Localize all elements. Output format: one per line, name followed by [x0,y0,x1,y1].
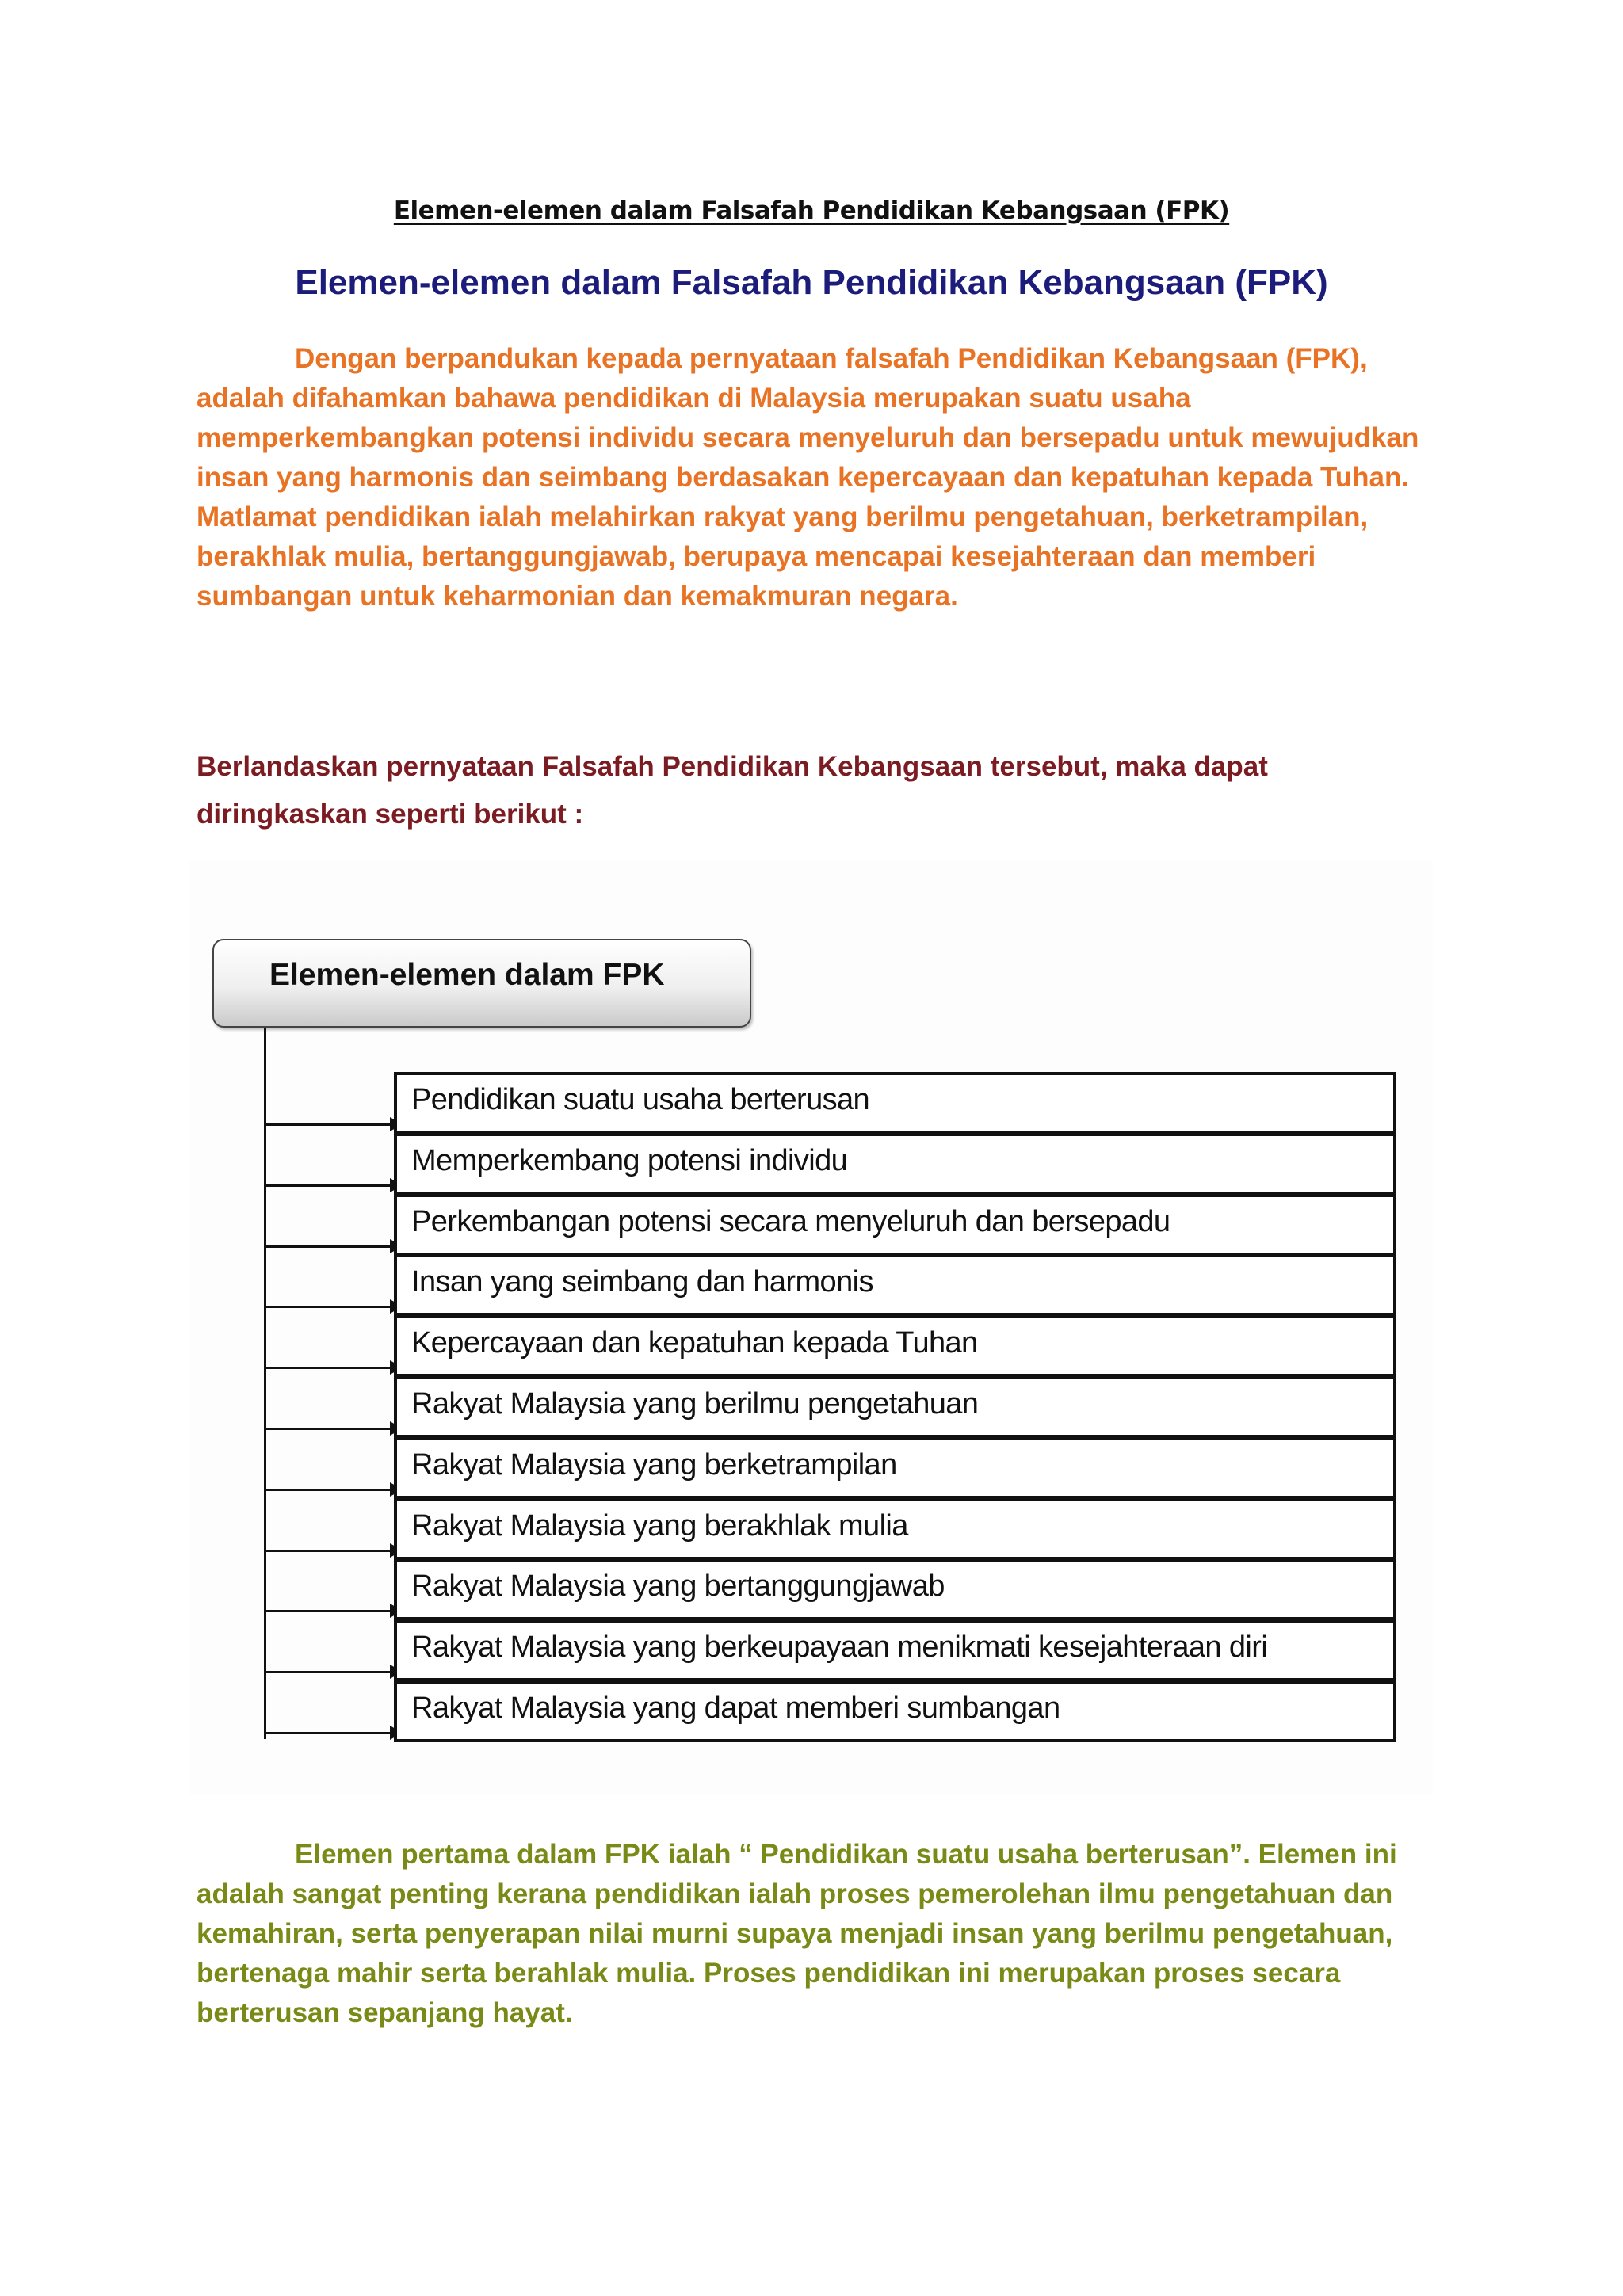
element-label: Rakyat Malaysia yang dapat memberi sumbangan [411,1691,1060,1725]
element-box [394,1315,1396,1377]
diagram-header-box [212,939,751,1028]
element-box [394,1376,1396,1438]
element-label: Pendidikan suatu usaha berterusan [411,1083,870,1116]
element-label: Insan yang seimbang dan harmonis [411,1265,873,1299]
element-box [394,1437,1396,1499]
element-box [394,1254,1396,1316]
arrow-connector [265,1123,391,1126]
element-box [394,1558,1396,1620]
document-header-title: Elemen-elemen dalam Falsafah Pendidikan Kebangsaan (FPK) [393,196,1230,225]
arrow-connector [265,1428,391,1430]
element-label: Perkembangan potensi secara menyeluruh dan bersepadu [411,1205,1170,1238]
page-title: Elemen-elemen dalam Falsafah Pendidikan Kebangsaan (FPK) [295,263,1328,302]
diagram-header-label: Elemen-elemen dalam FPK [269,958,665,992]
arrow-connector [265,1184,391,1187]
arrow-connector [265,1550,391,1552]
element-label: Rakyat Malaysia yang berketrampilan [411,1448,897,1482]
summary-paragraph: Berlandaskan pernyataan Falsafah Pendidikan Kebangsaan tersebut, maka dapat diringkaskan seperti berikut : [197,751,1268,830]
element-box [394,1498,1396,1560]
connector-trunk-line [264,1028,266,1739]
element-label: Kepercayaan dan kepatuhan kepada Tuhan [411,1326,978,1360]
element-box [394,1619,1396,1681]
first-element-paragraph: Elemen pertama dalam FPK ialah “ Pendidikan suatu usaha berterusan”. Elemen ini adalah sangat penting kerana pendidikan ialah proses pemerolehan ilmu pengetahuan dan kemahiran, serta penyerapan nilai murni supaya menjadi insan yang berilmu pengetahuan, bertenaga mahir serta berahlak mulia. Proses pendidikan ini merupakan proses secara berterusan sepanjang hayat. [197,1839,1397,2028]
element-label: Rakyat Malaysia yang berilmu pengetahuan [411,1387,979,1421]
element-box [394,1194,1396,1256]
intro-paragraph: Dengan berpandukan kepada pernyataan falsafah Pendidikan Kebangsaan (FPK), adalah difahamkan bahawa pendidikan di Malaysia merupakan suatu usaha memperkembangkan potensi individu secara menyeluruh dan bersepadu untuk mewujudkan insan yang harmonis dan seimbang berdasakan kepercayaan dan kepatuhan kepada Tuhan. Matlamat pendidikan ialah melahirkan rakyat yang berilmu pengetahuan, berketrampilan, berakhlak mulia, bertanggungjawab, berupaya mencapai kesejahteraan dan memberi sumbangan untuk keharmonian dan kemakmuran negara. [197,343,1419,612]
fpk-elements-diagram [189,860,1433,1794]
element-box [394,1133,1396,1195]
arrow-connector [265,1367,391,1369]
element-label: Rakyat Malaysia yang berakhlak mulia [411,1509,908,1543]
element-list [394,1072,1396,1871]
element-label: Rakyat Malaysia yang berkeupayaan menikmati kesejahteraan diri [411,1630,1268,1664]
arrow-connector [265,1732,391,1734]
element-box [394,1072,1396,1134]
element-box [394,1680,1396,1742]
element-label: Rakyat Malaysia yang bertanggungjawab [411,1569,945,1603]
arrow-connector [265,1306,391,1308]
arrow-connector [265,1489,391,1491]
arrow-connector [265,1671,391,1673]
element-label: Memperkembang potensi individu [411,1144,848,1177]
arrow-connector [265,1245,391,1248]
arrow-connector [265,1610,391,1612]
